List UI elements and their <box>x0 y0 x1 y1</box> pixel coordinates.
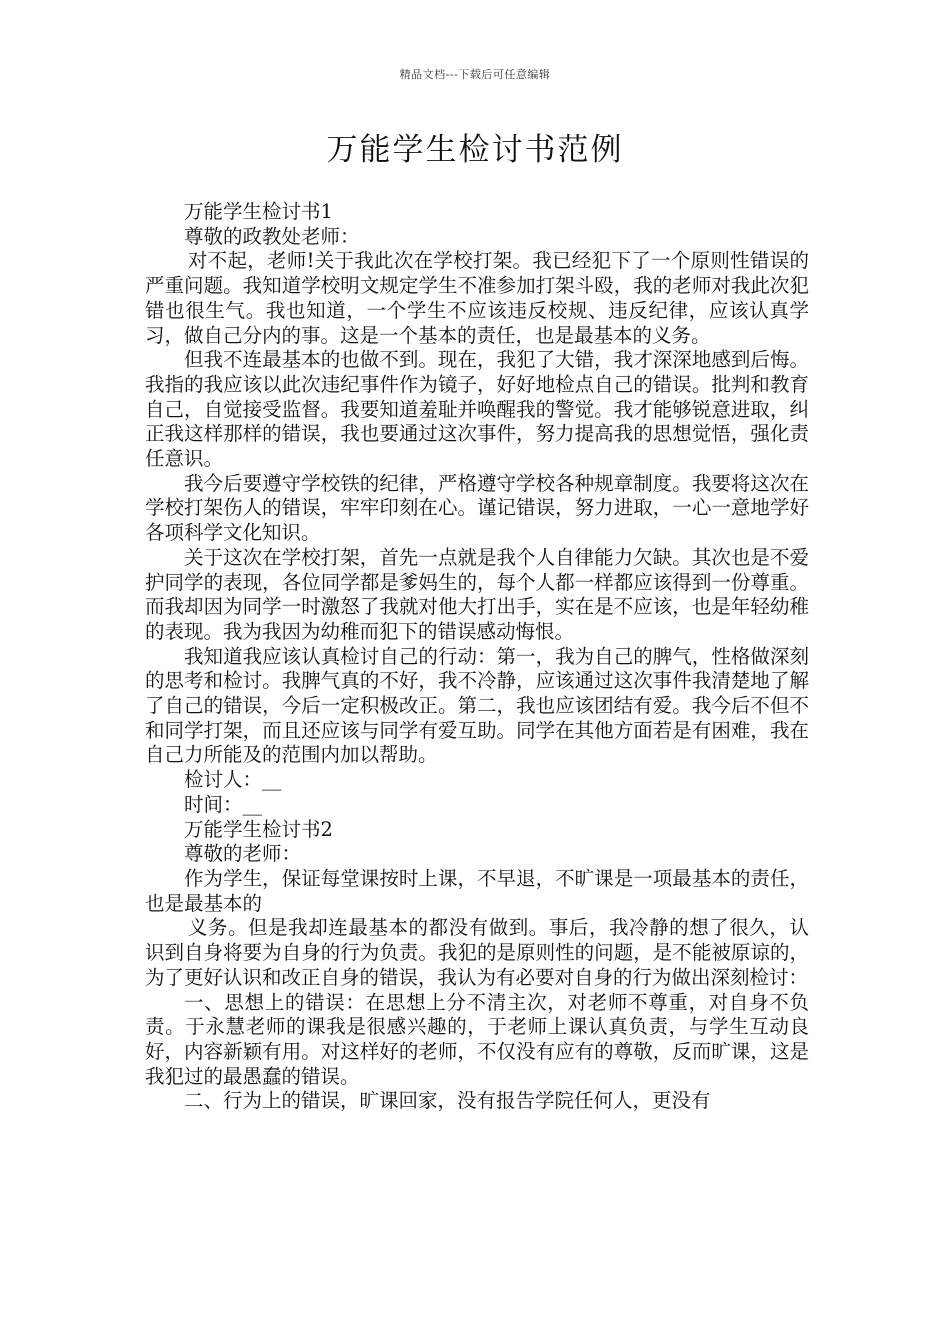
body-paragraph: 二、行为上的错误，旷课回家，没有报告学院任何人，更没有 <box>184 1089 711 1113</box>
salutation-2: 尊敬的老师： <box>184 842 302 866</box>
body-paragraph: 我知道我应该认真检讨自己的行动：第一，我为自己的脾气，性格做深刻的思考和检讨。我脾气真的不好，我不冷静，应该通过这次事件我清楚地了解了自己的错误，今后一定积极改正。第二，我也应该团结有爱。我今后不但不和同学打架，而且还应该与同学有爱互助。同学在其他方面若是有困难，我在自己力所能及的范围内加以帮助。 <box>145 644 809 767</box>
document-title: 万能学生检讨书范例 <box>326 132 624 168</box>
body-paragraph: 关于这次在学校打架，首先一点就是我个人自律能力欠缺。其次也是不爱护同学的表现，各位同学都是爹妈生的，每个人都一样都应该得到一份尊重。而我却因为同学一时激怒了我就对他大打出手，实在是不应该，也是年轻幼稚的表现。我为我因为幼稚而犯下的错误感动悔恨。 <box>145 545 809 643</box>
section-heading-1: 万能学生检讨书1 <box>184 200 333 223</box>
body-paragraph: 但我不连最基本的也做不到。现在，我犯了大错，我才深深地感到后悔。我指的我应该以此次违纪事件作为镜子，好好地检点自己的错误。批判和教育自己，自觉接受监督。我要知道羞耻并唤醒我的警觉。我才能够锐意进取，纠正我这样那样的错误，我也要通过这次事件，努力提高我的思想觉悟，强化责任意识。 <box>145 348 809 471</box>
document-body <box>145 200 809 1114</box>
body-paragraph: 一、思想上的错误：在思想上分不清主次，对老师不尊重，对自身不负责。于永慧老师的课我是很感兴趣的，于老师上课认真负责，与学生互动良好，内容新颖有用。对这样好的老师，不仅没有应有的尊敬，反而旷课，这是我犯过的最愚蠢的错误。 <box>145 990 809 1088</box>
salutation-1: 尊敬的政教处老师： <box>184 224 360 248</box>
signature-line: 检讨人：__ <box>184 768 282 792</box>
section-heading-2: 万能学生检讨书2 <box>184 817 333 841</box>
date-line: 时间：__ <box>184 792 263 816</box>
body-paragraph: 作为学生，保证每堂课按时上课，不早退，不旷课是一项最基本的责任，也是最基本的 <box>145 866 809 915</box>
body-paragraph: 对不起，老师!关于我此次在学校打架。我已经犯下了一个原则性错误的严重问题。我知道学校明文规定学生不准参加打架斗殴，我的老师对我此次犯错也很生气。我也知道，一个学生不应该违反校规、违反纪律，应该认真学习，做自己分内的事。这是一个基本的责任，也是最基本的义务。 <box>145 249 809 347</box>
body-paragraph: 我今后要遵守学校铁的纪律，严格遵守学校各种规章制度。我要将这次在学校打架伤人的错误，牢牢印刻在心。谨记错误，努力进取，一心一意地学好各项科学文化知识。 <box>145 471 809 545</box>
body-paragraph: 义务。但是我却连最基本的都没有做到。事后，我冷静的想了很久，认识到自身将要为自身的行为负责。我犯的是原则性的问题，是不能被原谅的，为了更好认识和改正自身的错误，我认为有必要对自身的行为做出深刻检讨： <box>145 916 809 989</box>
header-note: 精品文档---下载后可任意编辑 <box>399 68 551 81</box>
